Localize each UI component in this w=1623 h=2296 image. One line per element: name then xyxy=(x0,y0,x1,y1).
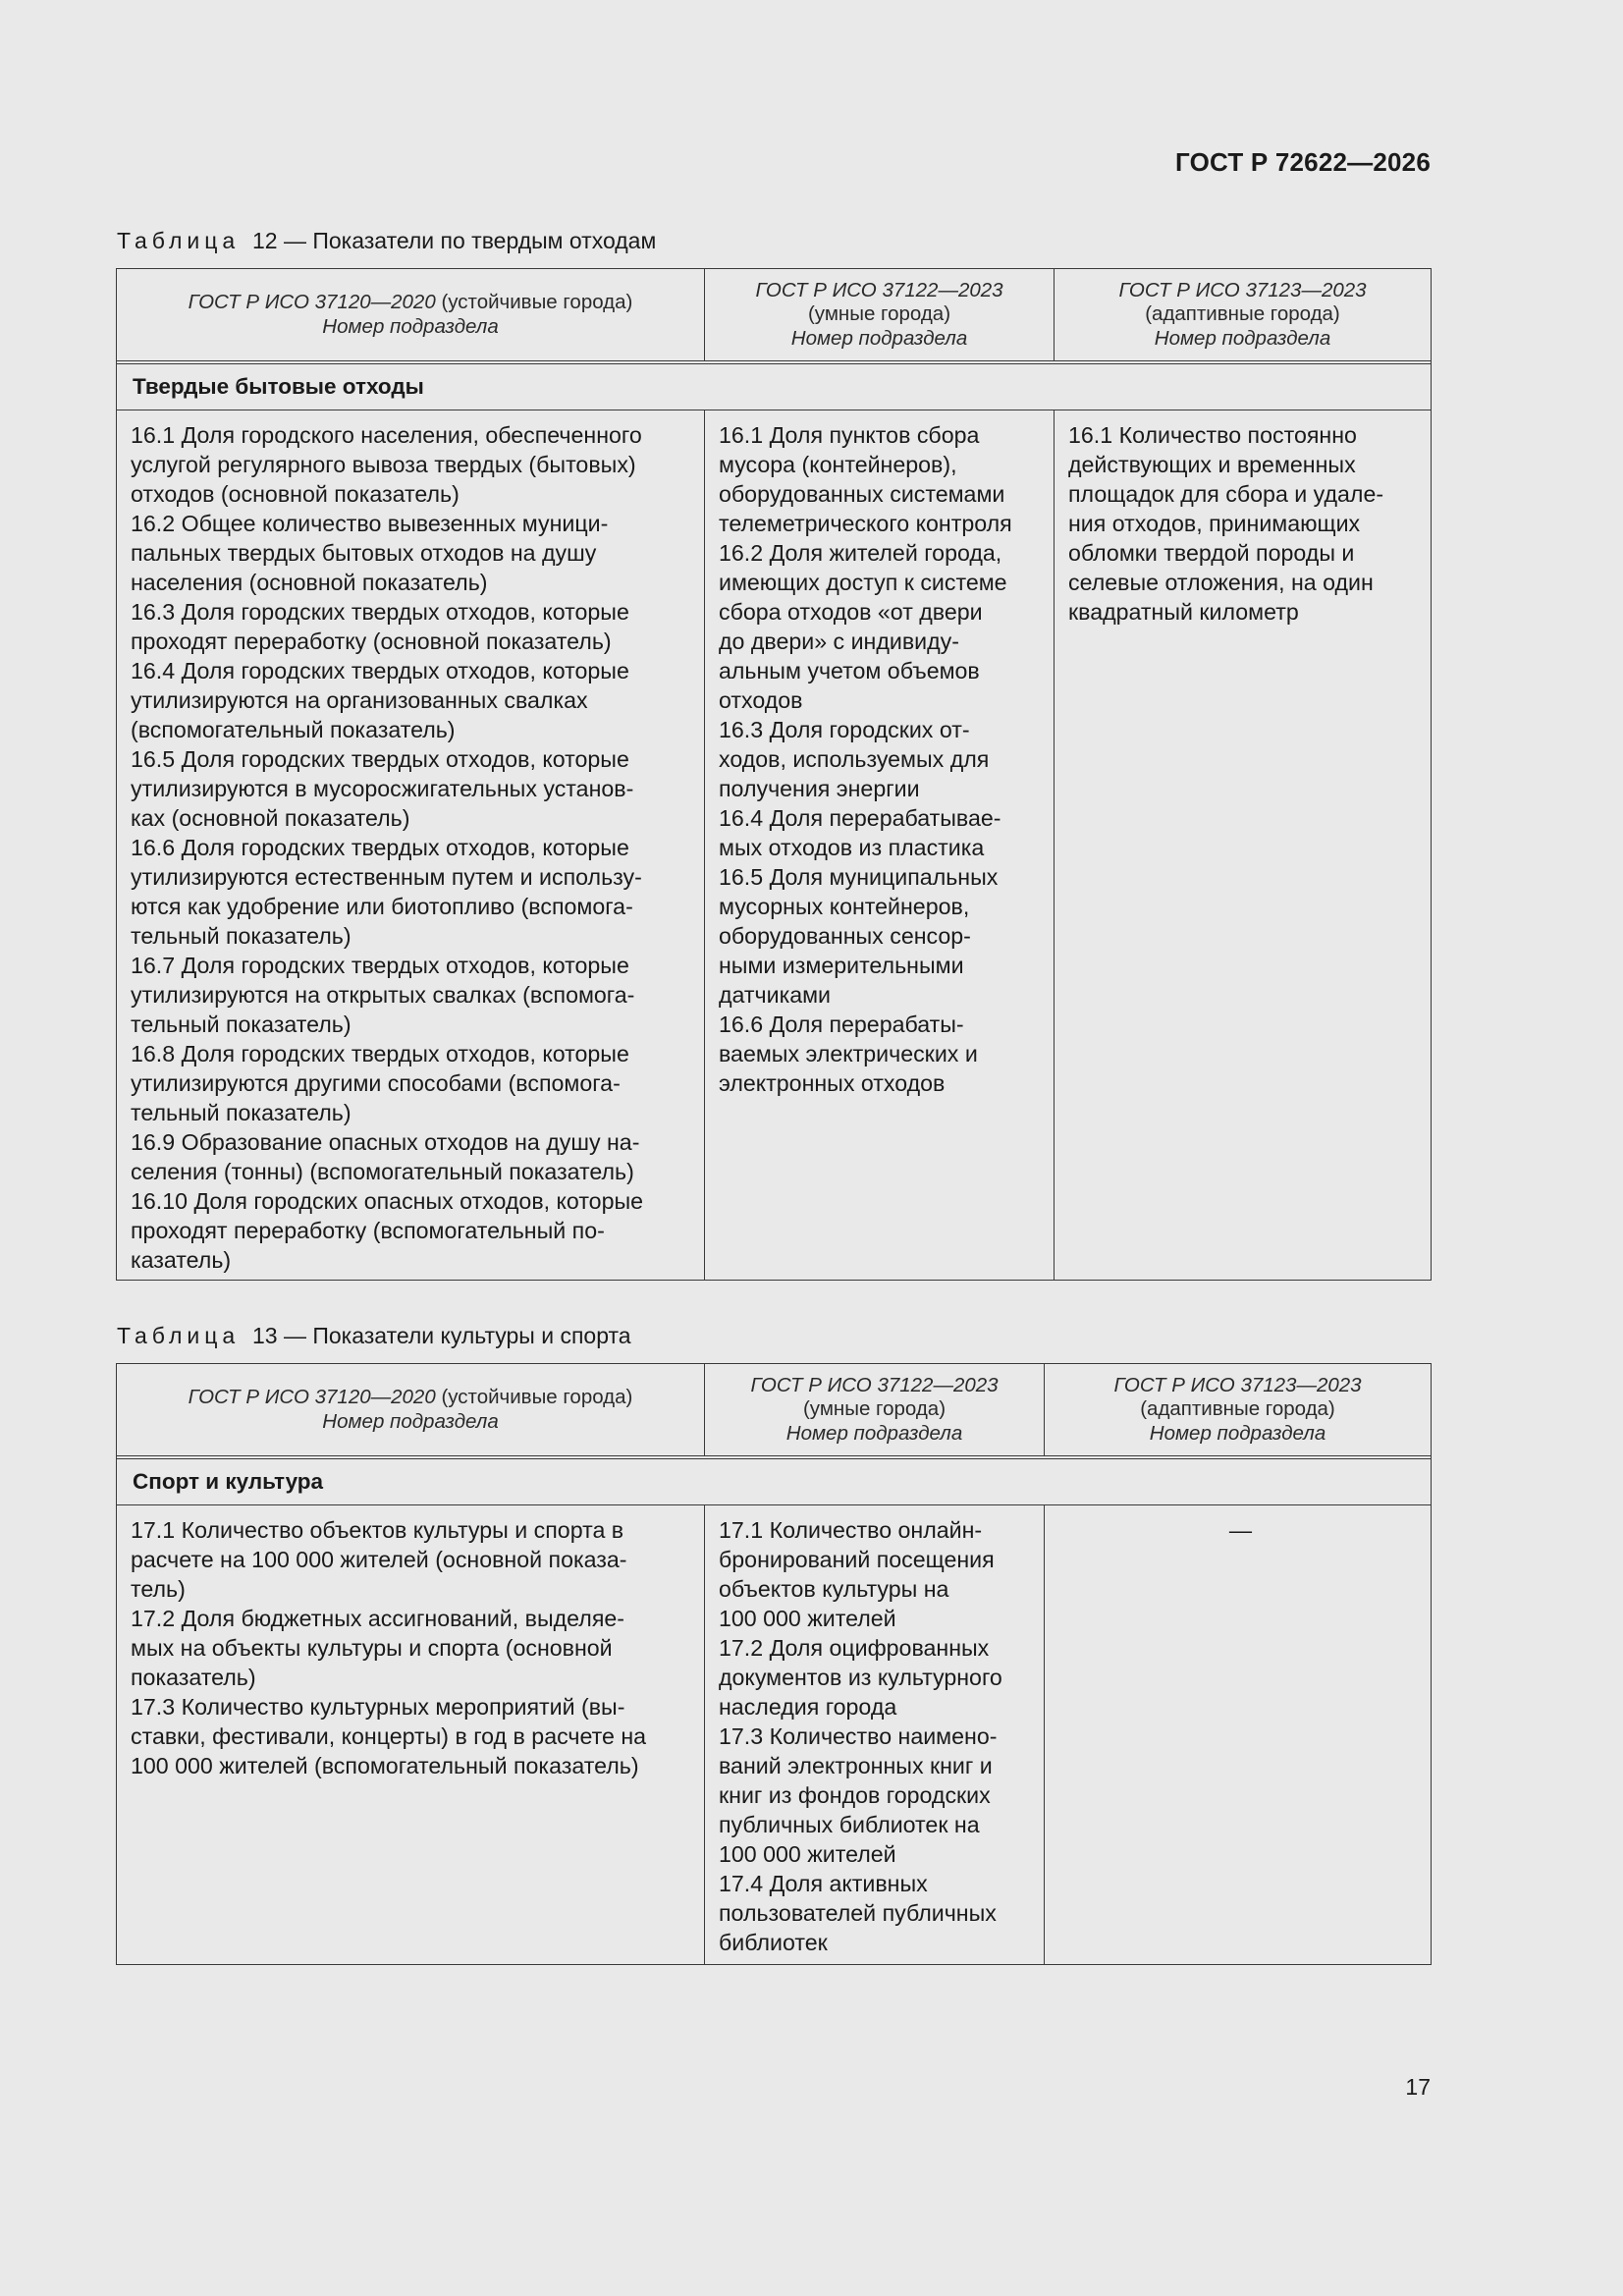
table12-caption xyxy=(117,228,656,254)
text-line: площадок для сбора и удале- xyxy=(1068,481,1384,507)
text-line: 16.3 Доля городских от- xyxy=(719,717,970,742)
table12 xyxy=(116,268,1432,1281)
table13-section-title: Спорт и культура xyxy=(117,1459,1432,1505)
table12-caption-title: 12 — Показатели по твердым отходам xyxy=(251,228,657,253)
text-line: отходов (основной показатель) xyxy=(131,481,460,507)
table13-col1-cell xyxy=(117,1505,705,1965)
text-line: утилизируются на организованных свалках xyxy=(131,687,588,713)
text-line: казатель) xyxy=(131,1247,232,1273)
text-line: оборудованных сенсор- xyxy=(719,923,971,949)
text-line: ваемых электрических и xyxy=(719,1041,978,1066)
table13-header-row xyxy=(117,1364,1432,1456)
text-line: селения (тонны) (вспомогательный показатель) xyxy=(131,1159,634,1184)
text-line: 17.1 Количество онлайн- xyxy=(719,1517,983,1543)
text-line: телеметрического контроля xyxy=(719,511,1012,536)
text-line: 16.3 Доля городских твердых отходов, которые xyxy=(131,599,629,625)
table13-caption-word: Таблица xyxy=(117,1323,241,1348)
table13-caption xyxy=(117,1323,631,1349)
text-line: ходов, используемых для xyxy=(719,746,990,772)
table12-col3-cell xyxy=(1055,410,1432,1281)
text-line: проходят переработку (вспомогательный по- xyxy=(131,1218,605,1243)
table13-body-row xyxy=(117,1505,1432,1965)
table13-section-row xyxy=(117,1459,1432,1505)
text-line: мых на объекты культуры и спорта (основной xyxy=(131,1635,613,1661)
text-line: 100 000 жителей xyxy=(719,1606,896,1631)
text-line: тель) xyxy=(131,1576,186,1602)
text-line: мусора (контейнеров), xyxy=(719,452,957,477)
text-line: 16.4 Доля городских твердых отходов, которые xyxy=(131,658,629,683)
text-line: книг из фондов городских xyxy=(719,1782,991,1808)
text-line: 17.2 Доля оцифрованных xyxy=(719,1635,990,1661)
table12-header-row xyxy=(117,269,1432,361)
text-line: утилизируются другими способами (вспомога- xyxy=(131,1070,621,1096)
text-line: альным учетом объемов xyxy=(719,658,980,683)
text-line: 17.2 Доля бюджетных ассигнований, выделяе- xyxy=(131,1606,624,1631)
table12-header-col3: ГОСТ Р ИСО 37123—2023 (адаптивные города) Номер подраздела xyxy=(1055,269,1432,361)
text-line: 16.2 Общее количество вывезенных муници- xyxy=(131,511,609,536)
table12-section-title: Твердые бытовые отходы xyxy=(117,364,1432,410)
table13-col2-cell xyxy=(705,1505,1045,1965)
page-number: 17 xyxy=(1405,2074,1431,2100)
text-line: тельный показатель) xyxy=(131,1011,352,1037)
text-line: 17.3 Количество культурных мероприятий (вы- xyxy=(131,1694,625,1720)
text-line: электронных отходов xyxy=(719,1070,946,1096)
text-line: 16.1 Количество постоянно xyxy=(1068,422,1357,448)
table13-caption-title: 13 — Показатели культуры и спорта xyxy=(251,1323,631,1348)
standard-code: ГОСТ Р 72622—2026 xyxy=(1175,147,1431,177)
text-line: услугой регулярного вывоза твердых (бытовых) xyxy=(131,452,636,477)
text-line: действующих и временных xyxy=(1068,452,1356,477)
table12-body-row xyxy=(117,410,1432,1281)
text-line: мусорных контейнеров, xyxy=(719,894,970,919)
text-line: 17.3 Количество наимено- xyxy=(719,1723,998,1749)
text-line: пальных твердых бытовых отходов на душу xyxy=(131,540,597,566)
text-line: ными измерительными xyxy=(719,953,964,978)
text-line: 16.5 Доля муниципальных xyxy=(719,864,999,890)
table12-header-col2: ГОСТ Р ИСО 37122—2023 (умные города) Номер подраздела xyxy=(705,269,1055,361)
text-line: квадратный километр xyxy=(1068,599,1299,625)
text-line: 16.9 Образование опасных отходов на душу на- xyxy=(131,1129,640,1155)
text-line: документов из культурного xyxy=(719,1665,1002,1690)
text-line: 16.7 Доля городских твердых отходов, которые xyxy=(131,953,629,978)
table12-header-col1: ГОСТ Р ИСО 37120—2020 (устойчивые города) Номер подраздела xyxy=(117,269,705,361)
text-line: 16.1 Доля пунктов сбора xyxy=(719,422,980,448)
text-line: наследия города xyxy=(719,1694,897,1720)
text-line: ются как удобрение или биотопливо (вспомога- xyxy=(131,894,633,919)
table12-section-row xyxy=(117,364,1432,410)
text-line: 16.5 Доля городских твердых отходов, которые xyxy=(131,746,629,772)
text-line: мых отходов из пластика xyxy=(719,835,985,860)
text-line: оборудованных системами xyxy=(719,481,1005,507)
text-line: (вспомогательный показатель) xyxy=(131,717,456,742)
text-line: 100 000 жителей (вспомогательный показатель) xyxy=(131,1753,639,1778)
text-line: отходов xyxy=(719,687,803,713)
table13-col3-cell: — xyxy=(1045,1505,1432,1965)
text-line: 17.4 Доля активных xyxy=(719,1871,928,1896)
text-line: 16.2 Доля жителей города, xyxy=(719,540,1002,566)
table12-caption-word: Таблица xyxy=(117,228,241,253)
text-line: обломки твердой породы и xyxy=(1068,540,1355,566)
text-line: 16.1 Доля городского населения, обеспеченного xyxy=(131,422,642,448)
text-line: получения энергии xyxy=(719,776,920,801)
text-line: утилизируются на открытых свалках (вспомога- xyxy=(131,982,635,1008)
text-line: датчиками xyxy=(719,982,832,1008)
text-line: тельный показатель) xyxy=(131,1100,352,1125)
table12-col1-cell xyxy=(117,410,705,1281)
text-line: ках (основной показатель) xyxy=(131,805,410,831)
table13-header-col3: ГОСТ Р ИСО 37123—2023 (адаптивные города) Номер подраздела xyxy=(1045,1364,1432,1456)
text-line: тельный показатель) xyxy=(131,923,352,949)
text-line: бронирований посещения xyxy=(719,1547,995,1572)
text-line: 16.6 Доля городских твердых отходов, которые xyxy=(131,835,629,860)
text-line: публичных библиотек на xyxy=(719,1812,980,1837)
table12-col2-cell xyxy=(705,410,1055,1281)
text-line: библиотек xyxy=(719,1930,828,1955)
text-line: расчете на 100 000 жителей (основной показа- xyxy=(131,1547,627,1572)
text-line: утилизируются в мусоросжигательных установ- xyxy=(131,776,634,801)
text-line: имеющих доступ к системе xyxy=(719,570,1007,595)
text-line: ваний электронных книг и xyxy=(719,1753,993,1778)
text-line: ния отходов, принимающих xyxy=(1068,511,1361,536)
text-line: пользователей публичных xyxy=(719,1900,997,1926)
text-line: селевые отложения, на один xyxy=(1068,570,1374,595)
text-line: объектов культуры на xyxy=(719,1576,949,1602)
table13-header-col2: ГОСТ Р ИСО 37122—2023 (умные города) Номер подраздела xyxy=(705,1364,1045,1456)
text-line: 17.1 Количество объектов культуры и спорта в xyxy=(131,1517,624,1543)
text-line: проходят переработку (основной показатель) xyxy=(131,629,612,654)
text-line: 16.8 Доля городских твердых отходов, которые xyxy=(131,1041,629,1066)
text-line: 100 000 жителей xyxy=(719,1841,896,1867)
text-line: населения (основной показатель) xyxy=(131,570,488,595)
text-line: 16.10 Доля городских опасных отходов, которые xyxy=(131,1188,644,1214)
table13 xyxy=(116,1363,1432,1965)
text-line: 16.6 Доля перерабаты- xyxy=(719,1011,964,1037)
table13-header-col1: ГОСТ Р ИСО 37120—2020 (устойчивые города) Номер подраздела xyxy=(117,1364,705,1456)
text-line: ставки, фестивали, концерты) в год в расчете на xyxy=(131,1723,647,1749)
text-line: до двери» с индивиду- xyxy=(719,629,959,654)
text-line: 16.4 Доля перерабатывае- xyxy=(719,805,1001,831)
text-line: показатель) xyxy=(131,1665,256,1690)
text-line: сбора отходов «от двери xyxy=(719,599,983,625)
text-line: утилизируются естественным путем и использу- xyxy=(131,864,642,890)
